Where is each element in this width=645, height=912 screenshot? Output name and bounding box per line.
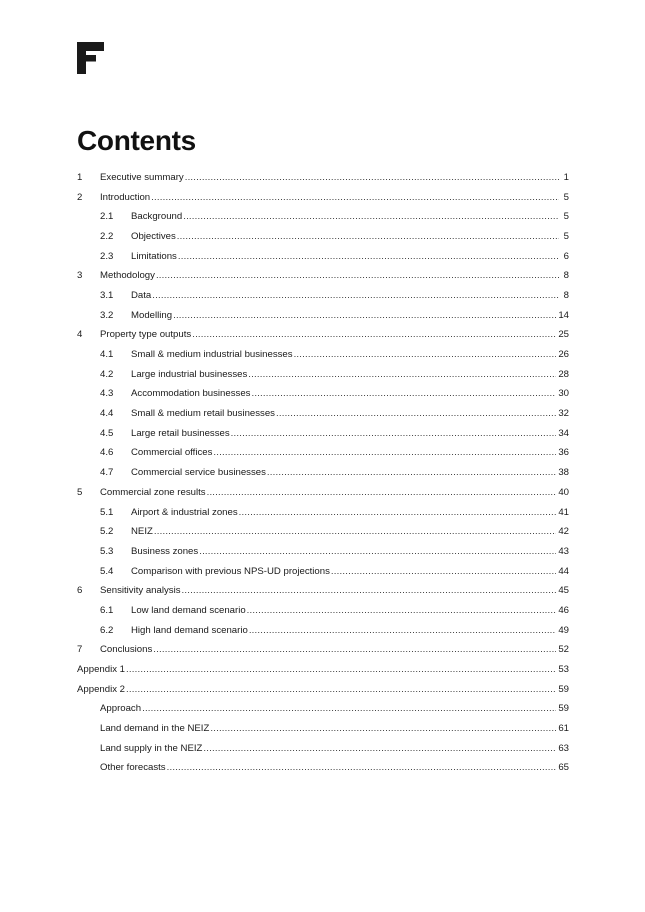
toc-entry-number: 4.4 — [100, 408, 114, 420]
toc-entry[interactable] — [77, 188, 569, 208]
toc-entry-number: 4.5 — [100, 427, 114, 439]
toc-entry-label: Comparison with previous NPS-UD projections — [131, 565, 330, 577]
toc-entry[interactable] — [77, 266, 569, 286]
dot-leader — [154, 526, 556, 538]
toc-entry[interactable] — [77, 680, 569, 700]
toc-entry[interactable] — [77, 365, 569, 385]
toc-entry[interactable] — [77, 286, 569, 306]
dot-leader — [207, 487, 557, 499]
toc-entry-page-number: 5 — [563, 230, 569, 242]
toc-entry-page-number: 14 — [558, 309, 569, 321]
toc-entry-number: 2 — [77, 191, 83, 203]
dot-leader — [247, 605, 557, 617]
toc-entry[interactable] — [77, 562, 569, 582]
toc-entry[interactable] — [77, 424, 569, 444]
toc-entry-page-number: 41 — [558, 506, 569, 518]
toc-entry-label: Data — [131, 289, 152, 301]
toc-entry-label: Large industrial businesses — [131, 368, 248, 380]
toc-entry[interactable] — [77, 660, 569, 680]
toc-entry-page-number: 5 — [563, 211, 569, 223]
toc-entry-label: Business zones — [131, 545, 199, 557]
toc-entry-page-number: 59 — [558, 683, 569, 695]
toc-entry-label: Commercial zone results — [100, 486, 206, 498]
toc-entry-page-number: 65 — [558, 762, 569, 774]
toc-entry-label: Property type outputs — [100, 329, 192, 341]
toc-entry-label: Large retail businesses — [131, 427, 230, 439]
toc-entry-page-number: 26 — [558, 349, 569, 361]
toc-entry-page-number: 36 — [558, 447, 569, 459]
toc-entry[interactable] — [77, 759, 569, 779]
dot-leader — [249, 625, 557, 637]
toc-entry-page-number: 6 — [563, 250, 569, 262]
toc-entry[interactable] — [77, 601, 569, 621]
dot-leader — [183, 211, 559, 223]
toc-entry-label: Commercial offices — [131, 447, 213, 459]
dot-leader — [152, 290, 559, 302]
toc-entry[interactable] — [77, 207, 569, 227]
toc-entry-label: Airport & industrial zones — [131, 506, 238, 518]
toc-entry-label: Other forecasts — [100, 762, 166, 774]
toc-entry-label: Conclusions — [100, 644, 153, 656]
toc-entry[interactable] — [77, 641, 569, 661]
toc-entry-label: Methodology — [100, 270, 155, 282]
dot-leader — [126, 684, 556, 696]
toc-entry-label: Executive summary — [100, 171, 184, 183]
toc-entry-number: 4.7 — [100, 467, 114, 479]
toc-entry-page-number: 45 — [558, 585, 569, 597]
dot-leader — [213, 447, 556, 459]
dot-leader — [151, 192, 559, 204]
dot-leader — [178, 251, 559, 263]
toc-entry-page-number: 28 — [558, 368, 569, 380]
toc-entry-label: Land demand in the NEIZ — [100, 723, 210, 735]
toc-entry-page-number: 38 — [558, 467, 569, 479]
toc-entry[interactable] — [77, 227, 569, 247]
toc-entry-label: NEIZ — [131, 526, 153, 538]
toc-entry-label: Limitations — [131, 250, 177, 262]
toc-entry-label: Background — [131, 211, 183, 223]
toc-entry-label: Modelling — [131, 309, 173, 321]
toc-entry[interactable] — [77, 719, 569, 739]
dot-leader — [167, 762, 557, 774]
toc-entry-label: Low land demand scenario — [131, 604, 246, 616]
toc-entry-page-number: 46 — [558, 604, 569, 616]
toc-entry-number: 5.2 — [100, 526, 114, 538]
toc-entry-page-number: 1 — [563, 171, 569, 183]
toc-entry-label: Appendix 2 — [77, 683, 126, 695]
toc-entry-page-number: 44 — [558, 565, 569, 577]
toc-entry-number: 5.3 — [100, 545, 114, 557]
table-of-contents — [77, 168, 569, 778]
toc-entry-page-number: 8 — [563, 289, 569, 301]
toc-entry-label: Objectives — [131, 230, 176, 242]
toc-entry-label: Commercial service businesses — [131, 467, 266, 479]
toc-entry-page-number: 53 — [558, 664, 569, 676]
dot-leader — [185, 172, 559, 184]
page-title: Contents — [77, 125, 196, 156]
toc-entry-number: 6 — [77, 585, 83, 597]
dot-leader — [199, 546, 556, 558]
toc-entry[interactable] — [77, 522, 569, 542]
dot-leader — [239, 507, 557, 519]
toc-entry-number: 5.1 — [100, 506, 114, 518]
toc-entry[interactable] — [77, 503, 569, 523]
toc-entry-page-number: 8 — [563, 270, 569, 282]
toc-entry-page-number: 30 — [558, 388, 569, 400]
dot-leader — [177, 231, 559, 243]
dot-leader — [294, 349, 557, 361]
toc-entry[interactable] — [77, 345, 569, 365]
dot-leader — [248, 369, 556, 381]
toc-entry-page-number: 63 — [558, 742, 569, 754]
toc-entry-label: Approach — [100, 703, 142, 715]
toc-entry-number: 2.1 — [100, 211, 114, 223]
toc-entry-page-number: 25 — [558, 329, 569, 341]
toc-entry-number: 6.2 — [100, 624, 114, 636]
toc-entry[interactable] — [77, 483, 569, 503]
toc-entry-number: 2.3 — [100, 250, 114, 262]
toc-entry-page-number: 52 — [558, 644, 569, 656]
toc-entry[interactable] — [77, 306, 569, 326]
dot-leader — [142, 703, 556, 715]
dot-leader — [182, 585, 557, 597]
toc-entry-label: Accommodation businesses — [131, 388, 251, 400]
toc-entry-page-number: 43 — [558, 545, 569, 557]
toc-entry-label: Sensitivity analysis — [100, 585, 181, 597]
toc-entry[interactable] — [77, 581, 569, 601]
toc-entry[interactable] — [77, 444, 569, 464]
dot-leader — [267, 467, 556, 479]
toc-entry-number: 4.2 — [100, 368, 114, 380]
dot-leader — [251, 388, 556, 400]
toc-entry-number: 5.4 — [100, 565, 114, 577]
toc-entry-number: 4.6 — [100, 447, 114, 459]
dot-leader — [331, 566, 556, 578]
toc-entry[interactable] — [77, 542, 569, 562]
toc-entry-number: 7 — [77, 644, 83, 656]
dot-leader — [210, 723, 556, 735]
toc-entry-page-number: 5 — [563, 191, 569, 203]
toc-entry-page-number: 49 — [558, 624, 569, 636]
toc-entry-page-number: 42 — [558, 526, 569, 538]
dot-leader — [173, 310, 556, 322]
toc-entry-label: Small & medium retail businesses — [131, 408, 275, 420]
toc-entry-label: Introduction — [100, 191, 151, 203]
toc-entry[interactable] — [77, 385, 569, 405]
toc-entry-number: 3 — [77, 270, 83, 282]
toc-entry-number: 6.1 — [100, 604, 114, 616]
dot-leader — [156, 270, 559, 282]
toc-entry-number: 4 — [77, 329, 83, 341]
toc-entry-label: Small & medium industrial businesses — [131, 349, 293, 361]
toc-entry-page-number: 32 — [558, 408, 569, 420]
toc-entry-number: 2.2 — [100, 230, 114, 242]
toc-entry-number: 5 — [77, 486, 83, 498]
toc-entry[interactable] — [77, 621, 569, 641]
toc-entry-page-number: 61 — [558, 723, 569, 735]
toc-entry-label: Land supply in the NEIZ — [100, 742, 203, 754]
toc-entry-number: 4.3 — [100, 388, 114, 400]
toc-entry[interactable] — [77, 247, 569, 267]
toc-entry-number: 1 — [77, 171, 83, 183]
dot-leader — [126, 664, 556, 676]
dot-leader — [231, 428, 557, 440]
dot-leader — [192, 329, 556, 341]
toc-entry[interactable] — [77, 326, 569, 346]
toc-entry[interactable] — [77, 168, 569, 188]
toc-entry[interactable] — [77, 404, 569, 424]
toc-entry-number: 3.1 — [100, 289, 114, 301]
dot-leader — [203, 743, 556, 755]
toc-entry-label: High land demand scenario — [131, 624, 248, 636]
toc-entry[interactable] — [77, 463, 569, 483]
toc-entry-page-number: 40 — [558, 486, 569, 498]
dot-leader — [276, 408, 556, 420]
toc-entry-number: 4.1 — [100, 349, 114, 361]
toc-entry-page-number: 34 — [558, 427, 569, 439]
toc-entry-number: 3.2 — [100, 309, 114, 321]
toc-entry[interactable] — [77, 739, 569, 759]
toc-entry-page-number: 59 — [558, 703, 569, 715]
dot-leader — [153, 644, 556, 656]
toc-entry[interactable] — [77, 700, 569, 720]
f-logo-icon — [77, 42, 104, 74]
toc-entry-label: Appendix 1 — [77, 664, 126, 676]
